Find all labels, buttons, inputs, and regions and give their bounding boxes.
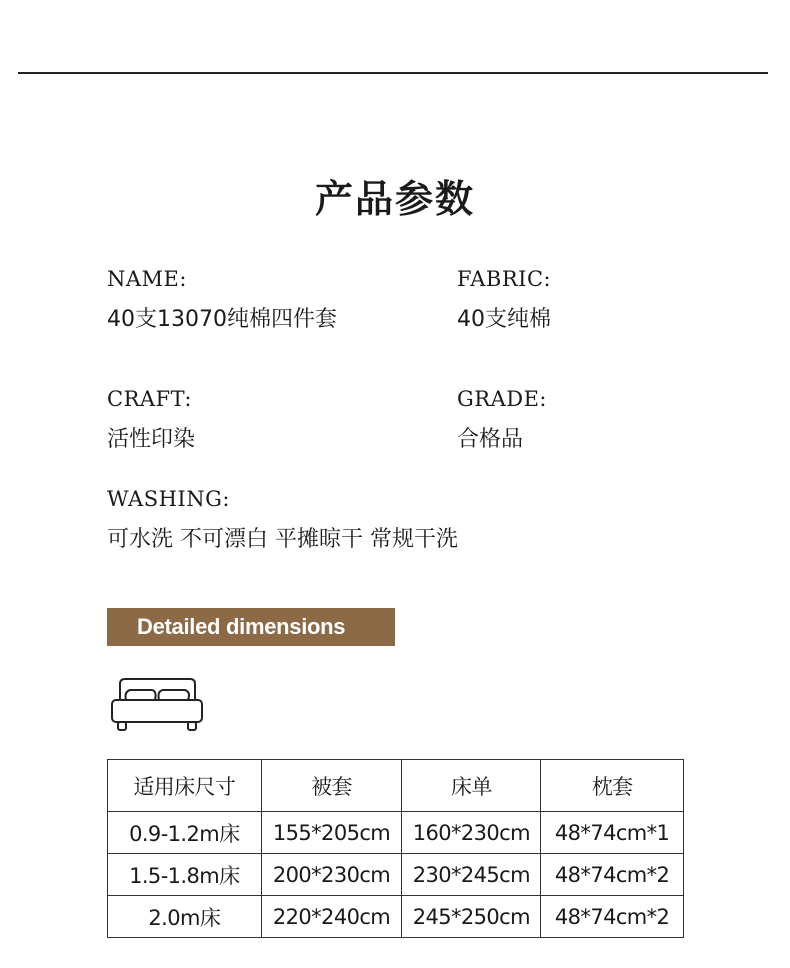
cell-pillowcase: 48*74cm*1 bbox=[541, 812, 684, 854]
table-row bbox=[108, 896, 684, 938]
param-craft-label: CRAFT: bbox=[107, 387, 192, 411]
param-craft-value: 活性印染 bbox=[107, 427, 196, 452]
param-washing bbox=[107, 485, 458, 555]
table-row bbox=[108, 854, 684, 896]
cell-pillowcase: 48*74cm*2 bbox=[541, 854, 684, 896]
cell-bed-size: 2.0m床 bbox=[108, 896, 262, 938]
param-craft bbox=[107, 385, 195, 455]
param-fabric-label: FABRIC: bbox=[457, 267, 552, 291]
param-grade-label: GRADE: bbox=[457, 387, 547, 411]
bed-icon bbox=[108, 676, 206, 734]
header-duvet-cover: 被套 bbox=[261, 760, 402, 812]
cell-bed-sheet: 160*230cm bbox=[402, 812, 541, 854]
param-name-value: 40支13070纯棉四件套 bbox=[107, 307, 337, 332]
dimensions-banner: Detailed dimensions bbox=[107, 608, 395, 646]
size-table bbox=[107, 759, 684, 938]
table-row bbox=[108, 812, 684, 854]
cell-duvet-cover: 155*205cm bbox=[261, 812, 402, 854]
header-bed-size: 适用床尺寸 bbox=[108, 760, 262, 812]
cell-bed-sheet: 230*245cm bbox=[402, 854, 541, 896]
cell-bed-sheet: 245*250cm bbox=[402, 896, 541, 938]
param-grade-value: 合格品 bbox=[457, 427, 524, 452]
header-pillowcase: 枕套 bbox=[541, 760, 684, 812]
param-fabric-value: 40支纯棉 bbox=[457, 307, 551, 332]
cell-duvet-cover: 220*240cm bbox=[261, 896, 402, 938]
cell-duvet-cover: 200*230cm bbox=[261, 854, 402, 896]
top-divider bbox=[18, 72, 768, 74]
param-name-label: NAME: bbox=[107, 267, 187, 291]
param-grade bbox=[457, 385, 547, 455]
param-name bbox=[107, 265, 337, 335]
param-washing-label: WASHING: bbox=[107, 487, 230, 511]
header-bed-sheet: 床单 bbox=[402, 760, 541, 812]
param-fabric bbox=[457, 265, 551, 335]
table-header-row bbox=[108, 760, 684, 812]
cell-bed-size: 1.5-1.8m床 bbox=[108, 854, 262, 896]
page-title: 产品参数 bbox=[314, 177, 475, 221]
param-washing-value: 可水洗 不可漂白 平摊晾干 常规干洗 bbox=[107, 527, 458, 552]
cell-pillowcase: 48*74cm*2 bbox=[541, 896, 684, 938]
cell-bed-size: 0.9-1.2m床 bbox=[108, 812, 262, 854]
